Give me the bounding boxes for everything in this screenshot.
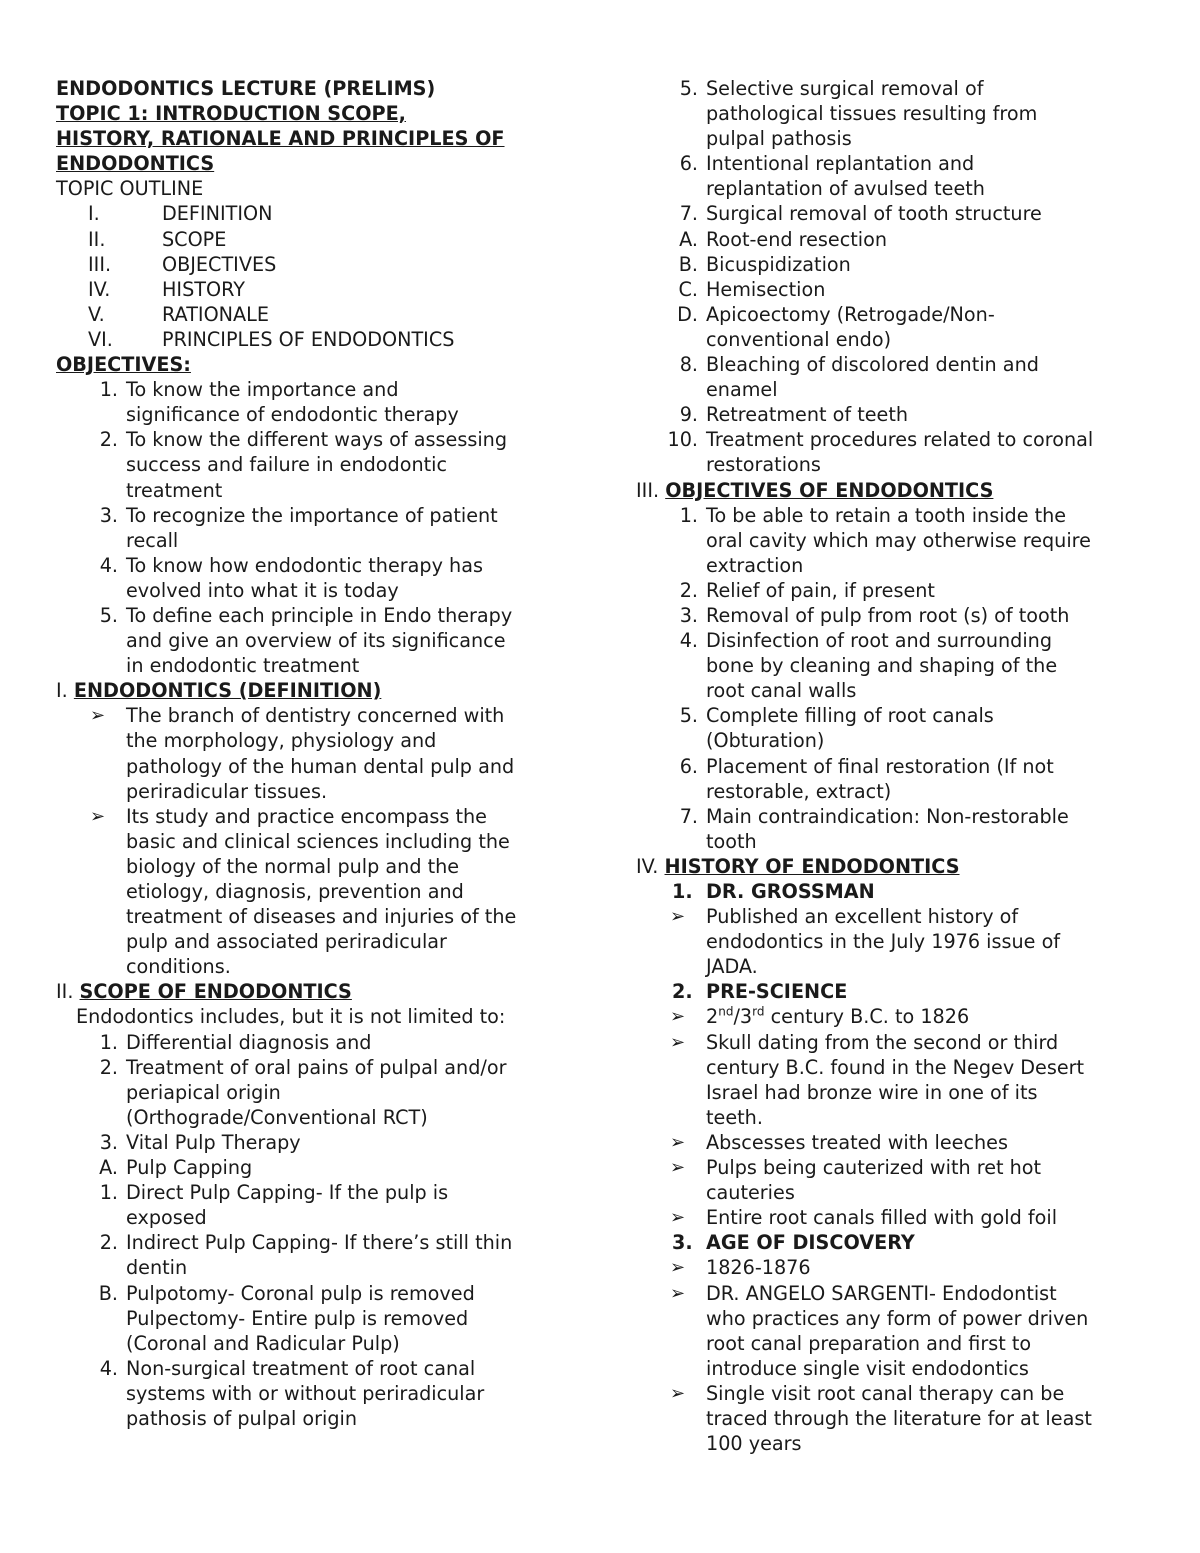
definition-bullet-line: pulp and associated periradicular bbox=[126, 930, 447, 954]
scope-item bbox=[636, 352, 1156, 402]
scope-item-text bbox=[706, 427, 1156, 477]
grossman-list bbox=[636, 904, 1156, 979]
objective-endo-item-line: (Obturation) bbox=[706, 729, 825, 753]
objective-item-text bbox=[126, 427, 586, 502]
discovery-mark: 3. bbox=[672, 1231, 693, 1255]
scope-item-number: 10. bbox=[667, 428, 698, 452]
objective-item-line: To define each principle in Endo therapy bbox=[126, 603, 513, 627]
objective-item bbox=[56, 553, 586, 603]
scope-item-line: dentin bbox=[126, 1256, 188, 1280]
scope-item bbox=[56, 1180, 586, 1230]
objective-endo-item-line: To be able to retain a tooth inside the bbox=[706, 503, 1067, 527]
objective-item-line: To know how endodontic therapy has bbox=[126, 553, 483, 577]
discovery-heading bbox=[636, 1230, 1156, 1255]
scope-item-text bbox=[706, 227, 1156, 252]
definition-bullet-line: Its study and practice encompass the bbox=[126, 804, 487, 828]
scope-title: SCOPE OF ENDODONTICS bbox=[79, 980, 352, 1004]
definition-bullet-line: treatment of diseases and injuries of the bbox=[126, 905, 517, 929]
prescience-bullet-line: Israel had bronze wire in one of its bbox=[706, 1080, 1038, 1104]
objective-item bbox=[56, 503, 586, 553]
scope-item-line: Bicuspidization bbox=[706, 252, 851, 276]
scope-item-text bbox=[706, 151, 1156, 201]
objective-item-number: 5. bbox=[99, 603, 118, 627]
discovery-bullet bbox=[636, 1381, 1156, 1456]
objectives-list bbox=[56, 377, 586, 678]
history-heading bbox=[636, 854, 1156, 879]
scope-item-line: enamel bbox=[706, 378, 778, 402]
objective-item-line: significance of endodontic therapy bbox=[126, 403, 459, 427]
outline-item bbox=[56, 227, 586, 252]
objective-endo-item-line: tooth bbox=[706, 829, 757, 853]
objective-item bbox=[56, 427, 586, 502]
grossman-bullet-line: JADA. bbox=[706, 955, 758, 979]
scope-item-line: Direct Pulp Capping- If the pulp is bbox=[126, 1181, 449, 1205]
outline-item-number: IV. bbox=[88, 277, 111, 301]
period-sup-1: nd bbox=[718, 1005, 734, 1020]
discovery-list bbox=[636, 1255, 1156, 1456]
objective-endo-item bbox=[636, 578, 1156, 603]
discovery-bullet-line: 1826-1876 bbox=[706, 1256, 811, 1280]
scope-item-text bbox=[126, 1155, 586, 1180]
outline-heading: TOPIC OUTLINE bbox=[56, 177, 204, 201]
scope-item bbox=[636, 76, 1156, 151]
scope-item-line: pathological tissues resulting from bbox=[706, 102, 1038, 126]
grossman-mark: 1. bbox=[672, 880, 693, 903]
objective-endo-item-number: 3. bbox=[679, 603, 698, 627]
scope-item-text bbox=[706, 76, 1156, 151]
objective-endo-item-line: root canal walls bbox=[706, 679, 857, 703]
grossman-bullet bbox=[636, 904, 1156, 979]
scope-item-number: C. bbox=[678, 277, 698, 301]
scope-item-number: B. bbox=[98, 1281, 118, 1305]
outline-item-text: SCOPE bbox=[162, 227, 227, 251]
arrow-bullet-icon: ➢ bbox=[670, 1157, 686, 1179]
objective-endo-item-line: extraction bbox=[706, 553, 804, 577]
objective-item-text bbox=[126, 603, 586, 678]
objective-item-line: and give an overview of its significance bbox=[126, 629, 506, 653]
prescience-bullet-text bbox=[706, 1205, 1156, 1230]
scope-item-line: Root-end resection bbox=[706, 227, 888, 251]
scope-item-line: Treatment of oral pains of pulpal and/or bbox=[126, 1055, 507, 1079]
objectives-heading: OBJECTIVES: bbox=[56, 353, 191, 377]
prescience-bullet bbox=[636, 1030, 1156, 1130]
objective-endo-item bbox=[636, 628, 1156, 703]
arrow-bullet-icon: ➢ bbox=[90, 805, 106, 827]
scope-list-left bbox=[56, 1030, 586, 1432]
scope-item-line: Differential diagnosis and bbox=[126, 1030, 372, 1054]
scope-item-number: B. bbox=[678, 252, 698, 276]
doc-title: ENDODONTICS LECTURE (PRELIMS) bbox=[56, 77, 436, 100]
prescience-heading bbox=[636, 979, 1156, 1004]
scope-item-text bbox=[126, 1180, 586, 1230]
scope-item-number: 4. bbox=[99, 1356, 118, 1380]
outline-item-text: OBJECTIVES bbox=[162, 252, 277, 276]
objective-endo-item-line: Main contraindication: Non-restorable bbox=[706, 804, 1069, 828]
scope-item-number: 9. bbox=[679, 403, 698, 427]
scope-item bbox=[636, 151, 1156, 201]
arrow-bullet-icon: ➢ bbox=[670, 1006, 686, 1028]
discovery-bullet-text bbox=[706, 1281, 1156, 1381]
outline-item-number: V. bbox=[88, 302, 105, 326]
discovery-bullet-line: who practices any form of power driven bbox=[706, 1306, 1089, 1330]
scope-item-line: Pulpotomy- Coronal pulp is removed bbox=[126, 1281, 475, 1305]
definition-bullet-text bbox=[126, 804, 586, 980]
definition-bullet bbox=[56, 703, 586, 803]
scope-heading bbox=[56, 979, 586, 1004]
scope-item-number: 6. bbox=[679, 152, 698, 176]
prescience-bullet-line: Skull dating from the second or third bbox=[706, 1030, 1059, 1054]
definition-bullet-line: biology of the normal pulp and the bbox=[126, 854, 460, 878]
objective-endo-item bbox=[636, 754, 1156, 804]
outline-item bbox=[56, 302, 586, 327]
scope-item-text bbox=[126, 1030, 586, 1055]
prescience-bullet-line: Pulps being cauterized with ret hot bbox=[706, 1156, 1042, 1180]
outline-item bbox=[56, 252, 586, 277]
objective-endo-item-number: 4. bbox=[679, 629, 698, 653]
objective-item-line: success and failure in endodontic bbox=[126, 453, 448, 477]
scope-item bbox=[56, 1281, 586, 1356]
discovery-bullet-line: 100 years bbox=[706, 1432, 802, 1456]
outline-item-text: RATIONALE bbox=[162, 302, 269, 326]
scope-item-number: D. bbox=[677, 302, 698, 326]
scope-item-line: Treatment procedures related to coronal bbox=[706, 428, 1094, 452]
prescience-bullet-text bbox=[706, 1030, 1156, 1130]
scope-item-line: systems with or without periradicular bbox=[126, 1381, 485, 1405]
scope-item-text bbox=[706, 277, 1156, 302]
topic-title-line-3: ENDODONTICS bbox=[56, 152, 215, 176]
scope-item-number: 8. bbox=[679, 353, 698, 377]
objective-item-text bbox=[126, 377, 586, 427]
objective-endo-item-number: 6. bbox=[679, 754, 698, 778]
scope-item-line: pulpal pathosis bbox=[706, 127, 852, 151]
scope-item-line: Indirect Pulp Capping- If there’s still thin bbox=[126, 1231, 513, 1255]
period-sup-2: rd bbox=[752, 1005, 765, 1020]
objective-item-number: 3. bbox=[99, 503, 118, 527]
prescience-mark: 2. bbox=[672, 980, 693, 1004]
arrow-bullet-icon: ➢ bbox=[90, 705, 106, 727]
scope-item-line: (Orthograde/Conventional RCT) bbox=[126, 1105, 428, 1129]
prescience-bullet-line: Abscesses treated with leeches bbox=[706, 1130, 1008, 1154]
prescience-bullet-text bbox=[706, 1155, 1156, 1205]
scope-item-line: periapical origin bbox=[126, 1080, 281, 1104]
history-prefix: IV. bbox=[636, 854, 665, 878]
objective-item-line: To know the different ways of assessing bbox=[126, 428, 507, 452]
definition-prefix: I. bbox=[56, 679, 74, 703]
scope-item bbox=[636, 427, 1156, 477]
objectives-endo-heading bbox=[636, 478, 1156, 503]
arrow-bullet-icon: ➢ bbox=[670, 1131, 686, 1153]
objective-item-text bbox=[126, 503, 586, 553]
prescience-bullet bbox=[636, 1155, 1156, 1205]
prescience-bullet bbox=[636, 1130, 1156, 1155]
scope-prefix: II. bbox=[56, 980, 80, 1004]
objectives-endo-list bbox=[636, 503, 1156, 854]
outline-item bbox=[56, 327, 586, 352]
scope-item-number: 5. bbox=[679, 77, 698, 100]
arrow-bullet-icon: ➢ bbox=[670, 1031, 686, 1053]
objective-endo-item-text bbox=[706, 578, 1156, 603]
topic-title-line-2: HISTORY, RATIONALE AND PRINCIPLES OF bbox=[56, 127, 505, 151]
prescience-bullet-line: Entire root canals filled with gold foil bbox=[706, 1206, 1058, 1230]
definition-bullet-line: basic and clinical sciences including the bbox=[126, 829, 510, 853]
outline-item-number: II. bbox=[88, 227, 106, 251]
scope-item-text bbox=[126, 1230, 586, 1280]
objective-endo-item-text bbox=[706, 754, 1156, 804]
discovery-bullet bbox=[636, 1255, 1156, 1280]
scope-item bbox=[56, 1155, 586, 1180]
definition-bullet bbox=[56, 804, 586, 980]
objective-item bbox=[56, 603, 586, 678]
objective-endo-item bbox=[636, 804, 1156, 854]
objective-endo-item-line: Placement of final restoration (If not bbox=[706, 754, 1054, 778]
scope-item-number: 2. bbox=[99, 1055, 118, 1079]
objective-endo-item-line: oral cavity which may otherwise require bbox=[706, 528, 1091, 552]
grossman-heading bbox=[636, 879, 1156, 904]
definition-heading bbox=[56, 678, 586, 703]
scope-item-number: A. bbox=[99, 1156, 118, 1180]
objective-endo-item-number: 2. bbox=[679, 578, 698, 602]
scope-item bbox=[636, 277, 1156, 302]
prescience-bullet-line: century B.C. found in the Negev Desert bbox=[706, 1055, 1085, 1079]
discovery-bullet-line: introduce single visit endodontics bbox=[706, 1356, 1029, 1380]
outline-item-number: VI. bbox=[88, 327, 113, 351]
discovery-bullet-text bbox=[706, 1255, 1156, 1280]
objective-endo-item-line: Removal of pulp from root (s) of tooth bbox=[706, 603, 1070, 627]
prescience-period bbox=[636, 1004, 1156, 1029]
definition-bullet-line: etiology, diagnosis, prevention and bbox=[126, 880, 464, 903]
objective-endo-item-number: 7. bbox=[679, 804, 698, 828]
definition-bullet-line: pathology of the human dental pulp and bbox=[126, 754, 515, 778]
scope-item-line: Vital Pulp Therapy bbox=[126, 1130, 301, 1154]
objective-endo-item-text bbox=[706, 628, 1156, 703]
scope-item-line: Apicoectomy (Retrogade/Non- bbox=[706, 302, 995, 326]
scope-item-text bbox=[706, 402, 1156, 427]
objectives-endo-title: OBJECTIVES OF ENDODONTICS bbox=[665, 478, 994, 502]
prescience-title: PRE-SCIENCE bbox=[706, 980, 848, 1004]
objective-endo-item bbox=[636, 503, 1156, 578]
arrow-bullet-icon: ➢ bbox=[670, 1257, 686, 1279]
definition-list bbox=[56, 703, 586, 979]
scope-item-line: Pulpectomy- Entire pulp is removed bbox=[126, 1306, 469, 1330]
grossman-bullet-line: endodontics in the July 1976 issue of bbox=[706, 930, 1061, 954]
objective-endo-item-text bbox=[706, 703, 1156, 753]
scope-item-text bbox=[126, 1356, 586, 1431]
right-column bbox=[636, 76, 1156, 1456]
definition-bullet-line: conditions. bbox=[126, 955, 231, 979]
scope-item bbox=[56, 1230, 586, 1280]
objective-endo-item-text bbox=[706, 603, 1156, 628]
objective-endo-item-text bbox=[706, 804, 1156, 854]
scope-item-line: (Coronal and Radicular Pulp) bbox=[126, 1331, 400, 1355]
scope-item-text bbox=[706, 252, 1156, 277]
scope-list-right bbox=[636, 76, 1156, 478]
definition-bullet-line: periradicular tissues. bbox=[126, 779, 328, 803]
outline-item bbox=[56, 201, 586, 226]
period-num-1: 2 bbox=[706, 1005, 719, 1029]
scope-item-line: pathosis of pulpal origin bbox=[126, 1406, 358, 1430]
objective-endo-item-text bbox=[706, 503, 1156, 578]
objectives-endo-prefix: III. bbox=[636, 478, 666, 502]
objective-item-text bbox=[126, 553, 586, 603]
history-title: HISTORY OF ENDODONTICS bbox=[664, 854, 960, 878]
scope-item bbox=[636, 302, 1156, 352]
outline-item-number: I. bbox=[88, 202, 100, 226]
objective-item-number: 4. bbox=[99, 553, 118, 577]
scope-item-number: 7. bbox=[679, 202, 698, 226]
objective-item-line: in endodontic treatment bbox=[126, 654, 360, 678]
objective-item-line: evolved into what it is today bbox=[126, 578, 399, 602]
discovery-title: AGE OF DISCOVERY bbox=[706, 1231, 915, 1255]
objective-item-number: 1. bbox=[99, 378, 118, 402]
objective-item-line: treatment bbox=[126, 478, 223, 502]
scope-item bbox=[56, 1055, 586, 1130]
scope-item-line: Selective surgical removal of bbox=[706, 77, 984, 100]
objective-endo-item bbox=[636, 603, 1156, 628]
scope-item-text bbox=[706, 201, 1156, 226]
scope-item-text bbox=[706, 352, 1156, 402]
period-text bbox=[706, 1004, 1156, 1029]
scope-item-number: A. bbox=[679, 227, 698, 251]
scope-item-number: 1. bbox=[99, 1030, 118, 1054]
scope-item bbox=[636, 252, 1156, 277]
scope-item-number: 3. bbox=[99, 1130, 118, 1154]
grossman-title: DR. GROSSMAN bbox=[706, 880, 875, 903]
scope-item-line: Pulp Capping bbox=[126, 1156, 253, 1180]
topic-title-line-1: TOPIC 1: INTRODUCTION SCOPE, bbox=[56, 102, 406, 126]
prescience-bullet bbox=[636, 1205, 1156, 1230]
outline-item-text: PRINCIPLES OF ENDODONTICS bbox=[162, 327, 455, 351]
left-column bbox=[56, 76, 586, 1431]
objective-endo-item-line: Relief of pain, if present bbox=[706, 578, 935, 602]
scope-item-line: Surgical removal of tooth structure bbox=[706, 202, 1042, 226]
outline-item bbox=[56, 277, 586, 302]
scope-item-line: restorations bbox=[706, 453, 821, 477]
objective-item-line: recall bbox=[126, 528, 179, 552]
scope-item-line: Hemisection bbox=[706, 277, 826, 301]
prescience-bullet-text bbox=[706, 1130, 1156, 1155]
outline-item-number: III. bbox=[88, 252, 112, 276]
period-rest: century B.C. to 1826 bbox=[764, 1005, 970, 1029]
discovery-bullet-text bbox=[706, 1381, 1156, 1456]
objective-endo-item-line: restorable, extract) bbox=[706, 779, 892, 803]
period-num-2: /3 bbox=[733, 1005, 753, 1029]
prescience-bullet-line: teeth. bbox=[706, 1105, 763, 1129]
outline-item-text: HISTORY bbox=[162, 277, 245, 301]
scope-item-number: 1. bbox=[99, 1181, 118, 1205]
discovery-bullet-line: Single visit root canal therapy can be bbox=[706, 1381, 1065, 1405]
prescience-bullet-line: cauteries bbox=[706, 1181, 795, 1205]
objective-item-line: To know the importance and bbox=[126, 378, 399, 402]
outline-item-text: DEFINITION bbox=[162, 202, 273, 226]
objective-endo-item bbox=[636, 703, 1156, 753]
scope-item-line: exposed bbox=[126, 1206, 207, 1230]
objective-endo-item-line: bone by cleaning and shaping of the bbox=[706, 654, 1058, 678]
scope-item-text bbox=[706, 302, 1156, 352]
arrow-bullet-icon: ➢ bbox=[670, 1282, 686, 1304]
discovery-bullet-line: root canal preparation and first to bbox=[706, 1331, 1032, 1355]
scope-item bbox=[636, 402, 1156, 427]
arrow-bullet-icon: ➢ bbox=[670, 1207, 686, 1229]
objective-item-line: To recognize the importance of patient bbox=[126, 503, 498, 527]
discovery-bullet-line: DR. ANGELO SARGENTI- Endodontist bbox=[706, 1281, 1057, 1305]
objective-item-number: 2. bbox=[99, 428, 118, 452]
scope-item-line: Intentional replantation and bbox=[706, 152, 975, 176]
scope-item-text bbox=[126, 1130, 586, 1155]
objective-endo-item-line: Complete filling of root canals bbox=[706, 704, 994, 728]
scope-item-line: conventional endo) bbox=[706, 327, 892, 351]
scope-item-text bbox=[126, 1055, 586, 1130]
scope-item-line: Bleaching of discolored dentin and bbox=[706, 353, 1039, 377]
discovery-bullet-line: traced through the literature for at least bbox=[706, 1406, 1092, 1430]
scope-item-line: Non-surgical treatment of root canal bbox=[126, 1356, 476, 1380]
scope-item-line: Retreatment of teeth bbox=[706, 403, 909, 427]
arrow-bullet-icon: ➢ bbox=[670, 906, 686, 928]
scope-item bbox=[56, 1356, 586, 1431]
objective-endo-item-number: 5. bbox=[679, 704, 698, 728]
outline-list bbox=[56, 201, 586, 352]
grossman-bullet-line: Published an excellent history of bbox=[706, 905, 1019, 929]
definition-bullet-line: the morphology, physiology and bbox=[126, 729, 437, 753]
scope-item bbox=[56, 1030, 586, 1055]
prescience-list bbox=[636, 1030, 1156, 1231]
definition-title: ENDODONTICS (DEFINITION) bbox=[73, 679, 382, 703]
arrow-bullet-icon: ➢ bbox=[670, 1382, 686, 1404]
scope-item-number: 2. bbox=[99, 1231, 118, 1255]
grossman-bullet-text bbox=[706, 904, 1156, 979]
scope-item-line: replantation of avulsed teeth bbox=[706, 177, 985, 201]
objective-endo-item-line: Disinfection of root and surrounding bbox=[706, 629, 1053, 653]
objective-item bbox=[56, 377, 586, 427]
objective-endo-item-number: 1. bbox=[679, 503, 698, 527]
discovery-bullet bbox=[636, 1281, 1156, 1381]
definition-bullet-line: The branch of dentistry concerned with bbox=[126, 704, 505, 728]
scope-intro: Endodontics includes, but it is not limited to: bbox=[76, 1005, 506, 1029]
scope-item bbox=[56, 1130, 586, 1155]
scope-item bbox=[636, 227, 1156, 252]
scope-item bbox=[636, 201, 1156, 226]
scope-item-text bbox=[126, 1281, 586, 1356]
definition-bullet-text bbox=[126, 703, 586, 803]
